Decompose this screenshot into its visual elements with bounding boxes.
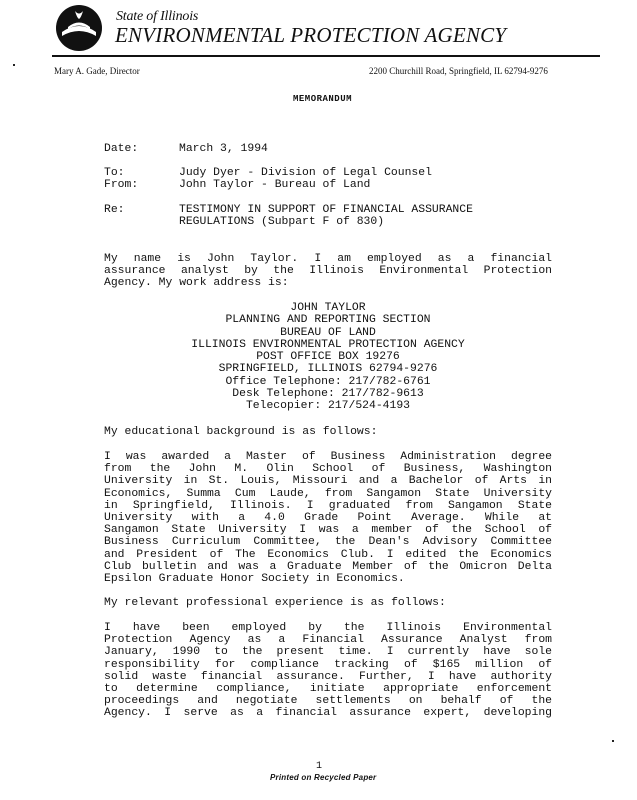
education-heading: My educational background is as follows: (104, 426, 378, 438)
text-line: Protection Agency as a Financial Assurance Analyst from (104, 634, 552, 647)
re-label: Re: (104, 204, 125, 216)
address-line: Desk Telephone: 217/782-9613 (232, 388, 424, 401)
text-line: responsibility for compliance tracking of $165 million of (104, 658, 552, 671)
text-line: Economics, Summa Cum Laude, from Sangamon State University (104, 487, 552, 500)
illinois-epa-logo-icon (54, 3, 104, 53)
page-number: 1 (316, 761, 323, 772)
experience-paragraph (104, 622, 552, 720)
date-label: Date: (104, 143, 139, 155)
from-label: From: (104, 179, 139, 191)
printed-on-recycled-paper: Printed on Recycled Paper (270, 773, 377, 782)
to-value: Judy Dyer - Division of Legal Counsel (179, 167, 432, 179)
work-address-block (104, 302, 552, 413)
text-line: in Springfield, Illinois. I graduated from Sangamon State (104, 499, 552, 512)
date-value: March 3, 1994 (179, 143, 268, 155)
letterhead-agency: ENVIRONMENTAL PROTECTION AGENCY (115, 23, 507, 47)
text-line: proceedings and negotiate settlements on behalf of the (104, 695, 552, 708)
text-line: to determine compliance, initiate appropriate enforcement (104, 683, 552, 696)
address-line: SPRINGFIELD, ILLINOIS 62794-9276 (218, 363, 438, 376)
scan-speck (612, 740, 614, 742)
to-label: To: (104, 167, 125, 179)
re-value-line2: REGULATIONS (Subpart F of 830) (179, 216, 385, 228)
intro-paragraph (104, 253, 552, 290)
memo-title: MEMORANDUM (293, 94, 353, 104)
address-line: PLANNING AND REPORTING SECTION (225, 314, 431, 327)
re-value-line1: TESTIMONY IN SUPPORT OF FINANCIAL ASSURANCE (179, 204, 473, 216)
letterhead-address: 2200 Churchill Road, Springfield, IL 62794-9276 (369, 66, 548, 76)
address-line: POST OFFICE BOX 19276 (256, 351, 400, 364)
text-line: Epsilon Graduate Honor Society in Economics. (104, 573, 405, 586)
text-line: solid waste financial assurance. Further, I have authority (104, 670, 552, 683)
address-line: ILLINOIS ENVIRONMENTAL PROTECTION AGENCY (191, 338, 465, 351)
address-line: Office Telephone: 217/782-6761 (225, 375, 431, 388)
address-line: BUREAU OF LAND (280, 326, 376, 339)
scan-speck (13, 64, 15, 66)
text-line: University in St. Louis, Missouri and a Bachelor of Arts in (104, 475, 552, 488)
text-line: Agency. I serve as a financial assurance expert, developing (104, 707, 552, 720)
text-line: Business Curriculum Committee, the Dean's Advisory Committee (104, 536, 552, 549)
text-line: and President of The Economics Club. I edited the Economics (104, 548, 552, 561)
education-paragraph (104, 451, 552, 585)
text-line: from the John M. Olin School of Business, Washington (104, 463, 552, 476)
text-line: Club bulletin and was a Graduate Member of the Omicron Delta (104, 560, 552, 573)
text-line: January, 1990 to the present time. I currently have sole (104, 646, 552, 659)
address-line: Telecopier: 217/524-4193 (245, 400, 411, 413)
from-value: John Taylor - Bureau of Land (179, 179, 371, 191)
address-line: JOHN TAYLOR (290, 302, 366, 314)
text-line: Agency. My work address is: (104, 277, 289, 290)
text-line: I have been employed by the Illinois Environmental (104, 622, 552, 634)
text-line: I was awarded a Master of Business Administration degree (104, 451, 552, 463)
letterhead-director: Mary A. Gade, Director (54, 66, 140, 76)
letterhead-rule (52, 55, 600, 57)
text-line: assurance analyst by the Illinois Environmental Protection (104, 265, 552, 278)
experience-heading: My relevant professional experience is as follows: (104, 597, 446, 609)
text-line: My name is John Taylor. I am employed as a financial (104, 253, 552, 265)
text-line: University with a 4.0 Grade Point Average. While at (104, 512, 552, 525)
letterhead-state: State of Illinois (116, 9, 199, 24)
text-line: Sangamon State University I was a member of the School of (104, 524, 552, 537)
